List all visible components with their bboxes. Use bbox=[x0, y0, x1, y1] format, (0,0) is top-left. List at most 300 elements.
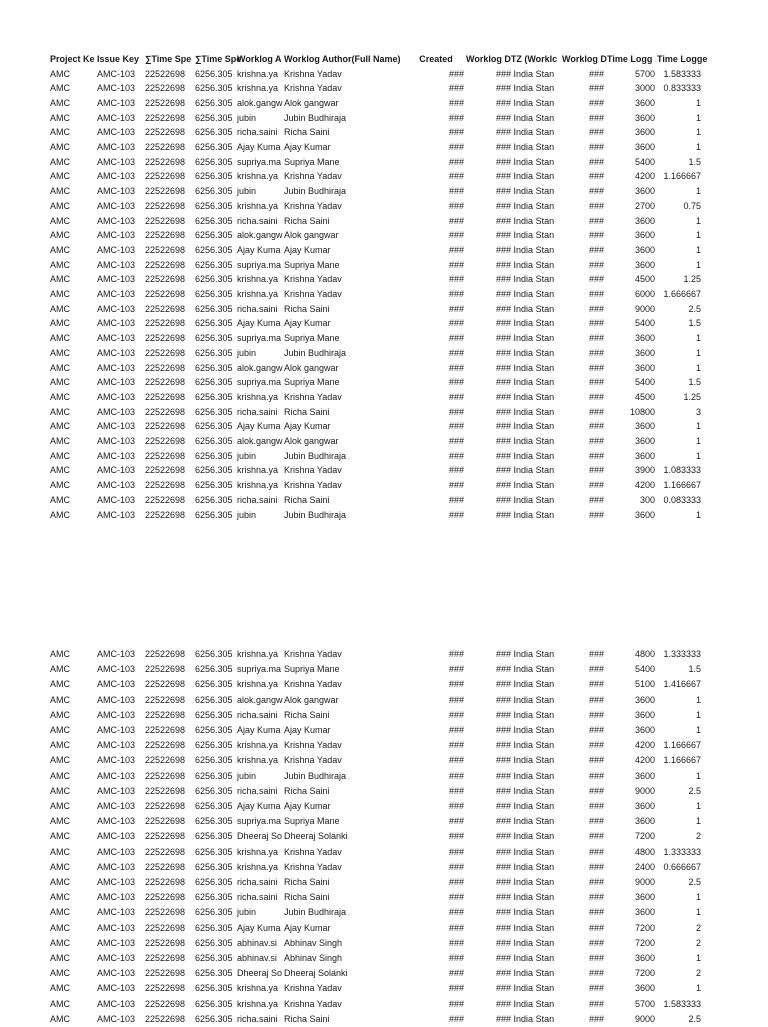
cell-author-full-name: Krishna Yadav bbox=[284, 846, 342, 857]
table-row bbox=[0, 155, 768, 170]
cell-worklog-dtz bbox=[466, 125, 562, 140]
cell-worklog-dtz-date: ### bbox=[496, 333, 512, 344]
cell-time-logged-seconds: 3600 bbox=[634, 230, 655, 241]
cell-worklog-author: jubin bbox=[237, 450, 257, 461]
cell-worklog-author: krishna.ya bbox=[237, 200, 279, 211]
cell-author-full-name: Supriya Mane bbox=[284, 664, 340, 675]
cell-project-key: AMC bbox=[50, 998, 70, 1009]
cell-worklog-dtz-zone: India Stan bbox=[513, 244, 555, 255]
cell-worklog-dtz-date: ### bbox=[496, 740, 512, 751]
cell-author-full-name: Jubin Budhiraja bbox=[284, 770, 347, 781]
cell-worklog-date: ### bbox=[588, 244, 604, 255]
cell-time-logged-seconds: 9000 bbox=[634, 877, 655, 887]
cell-issue-key: AMC-103 bbox=[97, 68, 136, 79]
cell-time-spent-1: 22522698 bbox=[145, 983, 186, 994]
cell-worklog-date: ### bbox=[588, 679, 604, 690]
cell-created: ### bbox=[448, 755, 464, 766]
cell-created: ### bbox=[448, 709, 464, 720]
cell-worklog-dtz-zone: India Stan bbox=[513, 156, 555, 167]
cell-time-spent-2: 6256.305 bbox=[195, 998, 233, 1009]
cell-time-logged-seconds: 7200 bbox=[634, 831, 655, 842]
cell-worklog-dtz bbox=[466, 96, 562, 111]
cell-worklog-date: ### bbox=[588, 200, 604, 211]
cell-created: ### bbox=[448, 406, 464, 417]
table-row bbox=[0, 723, 768, 738]
cell-time-logged-hours: 1 bbox=[695, 725, 701, 735]
cell-created: ### bbox=[448, 142, 464, 152]
cell-time-logged-hours: 1.5 bbox=[688, 156, 701, 167]
table-row bbox=[0, 708, 768, 723]
cell-issue-key: AMC-103 bbox=[97, 303, 136, 314]
cell-worklog-date: ### bbox=[588, 171, 604, 182]
cell-worklog-dtz bbox=[466, 738, 562, 753]
cell-time-logged-hours: 1 bbox=[695, 186, 701, 197]
cell-created: ### bbox=[448, 509, 464, 520]
cell-time-logged-hours: 1.333333 bbox=[663, 649, 701, 659]
cell-project-key: AMC bbox=[50, 831, 70, 842]
cell-worklog-author: richa.saini bbox=[237, 494, 278, 505]
cell-worklog-dtz bbox=[466, 169, 562, 184]
cell-time-spent-2: 6256.305 bbox=[195, 450, 233, 461]
cell-worklog-author: krishna.ya bbox=[237, 846, 279, 857]
cell-time-logged-hours: 0.083333 bbox=[663, 494, 701, 505]
cell-project-key: AMC bbox=[50, 709, 70, 720]
cell-worklog-date: ### bbox=[588, 391, 604, 402]
cell-time-spent-1: 22522698 bbox=[145, 186, 186, 197]
header-row bbox=[0, 52, 768, 67]
cell-author-full-name: Supriya Mane bbox=[284, 816, 340, 827]
cell-worklog-dtz-date: ### bbox=[496, 303, 512, 314]
cell-worklog-date: ### bbox=[588, 347, 604, 358]
cell-worklog-author: abhinav.si bbox=[237, 953, 277, 963]
cell-worklog-dtz bbox=[466, 647, 562, 662]
cell-worklog-dtz-zone: India Stan bbox=[513, 740, 555, 751]
cell-issue-key: AMC-103 bbox=[97, 725, 136, 735]
cell-worklog-dtz bbox=[466, 272, 562, 287]
cell-worklog-dtz-zone: India Stan bbox=[513, 953, 555, 963]
cell-time-spent-2: 6256.305 bbox=[195, 186, 233, 197]
cell-time-logged-hours: 2 bbox=[695, 831, 701, 842]
cell-time-spent-1: 22522698 bbox=[145, 244, 186, 255]
cell-worklog-dtz-zone: India Stan bbox=[513, 907, 555, 918]
cell-time-spent-2: 6256.305 bbox=[195, 983, 233, 994]
cell-worklog-date: ### bbox=[588, 953, 604, 963]
cell-worklog-dtz-zone: India Stan bbox=[513, 877, 555, 887]
cell-worklog-dtz bbox=[466, 405, 562, 420]
cell-worklog-dtz bbox=[466, 434, 562, 449]
cell-worklog-author: krishna.ya bbox=[237, 83, 279, 94]
cell-time-spent-1: 22522698 bbox=[145, 922, 186, 933]
table-row bbox=[0, 463, 768, 478]
cell-time-logged-hours: 1 bbox=[695, 259, 701, 270]
cell-worklog-dtz-zone: India Stan bbox=[513, 83, 555, 94]
cell-time-spent-2: 6256.305 bbox=[195, 922, 233, 933]
cell-worklog-date: ### bbox=[588, 480, 604, 491]
cell-worklog-dtz bbox=[466, 890, 562, 905]
cell-worklog-dtz-zone: India Stan bbox=[513, 649, 555, 659]
cell-time-spent-2: 6256.305 bbox=[195, 785, 233, 796]
cell-time-logged-hours: 2.5 bbox=[688, 1013, 701, 1024]
cell-project-key: AMC bbox=[50, 362, 70, 373]
cell-time-spent-1: 22522698 bbox=[145, 347, 186, 358]
cell-worklog-dtz-date: ### bbox=[496, 450, 512, 461]
cell-worklog-dtz-date: ### bbox=[496, 289, 512, 299]
cell-project-key: AMC bbox=[50, 318, 70, 329]
cell-worklog-author: jubin bbox=[237, 112, 257, 123]
cell-issue-key: AMC-103 bbox=[97, 127, 136, 138]
cell-worklog-date: ### bbox=[588, 846, 604, 857]
cell-time-spent-1: 22522698 bbox=[145, 801, 186, 811]
cell-time-spent-1: 22522698 bbox=[145, 953, 186, 963]
cell-time-logged-hours: 1 bbox=[695, 953, 701, 963]
cell-time-spent-1: 22522698 bbox=[145, 465, 186, 476]
cell-time-spent-1: 22522698 bbox=[145, 937, 186, 948]
table-row bbox=[0, 769, 768, 784]
cell-project-key: AMC bbox=[50, 127, 70, 138]
cell-time-spent-2: 6256.305 bbox=[195, 709, 233, 720]
cell-created: ### bbox=[448, 679, 464, 690]
cell-time-logged-seconds: 4800 bbox=[634, 846, 655, 857]
cell-worklog-date: ### bbox=[588, 333, 604, 344]
cell-author-full-name: Richa Saini bbox=[284, 709, 330, 720]
cell-issue-key: AMC-103 bbox=[97, 333, 136, 344]
cell-time-logged-hours: 1.583333 bbox=[663, 68, 701, 79]
cell-issue-key: AMC-103 bbox=[97, 770, 136, 781]
cell-worklog-dtz-zone: India Stan bbox=[513, 391, 555, 402]
cell-time-spent-2: 6256.305 bbox=[195, 127, 233, 138]
cell-issue-key: AMC-103 bbox=[97, 755, 136, 766]
cell-time-spent-2: 6256.305 bbox=[195, 303, 233, 314]
cell-created: ### bbox=[448, 318, 464, 329]
cell-time-logged-hours: 1.25 bbox=[683, 391, 701, 402]
header-project-key: Project Ke bbox=[50, 54, 95, 64]
cell-time-logged-hours: 1.416667 bbox=[663, 679, 701, 690]
cell-project-key: AMC bbox=[50, 171, 70, 182]
cell-time-logged-seconds: 5400 bbox=[634, 318, 655, 329]
cell-worklog-author: jubin bbox=[237, 347, 257, 358]
cell-issue-key: AMC-103 bbox=[97, 274, 136, 285]
cell-worklog-dtz-date: ### bbox=[496, 922, 512, 933]
cell-created: ### bbox=[448, 968, 464, 979]
cell-worklog-dtz-zone: India Stan bbox=[513, 922, 555, 933]
cell-worklog-dtz-zone: India Stan bbox=[513, 785, 555, 796]
cell-time-spent-1: 22522698 bbox=[145, 770, 186, 781]
cell-worklog-dtz bbox=[466, 258, 562, 273]
cell-worklog-author: supriya.ma bbox=[237, 333, 282, 344]
table-row bbox=[0, 875, 768, 890]
cell-time-spent-2: 6256.305 bbox=[195, 289, 233, 299]
cell-time-logged-hours: 1 bbox=[695, 694, 701, 705]
cell-time-spent-2: 6256.305 bbox=[195, 509, 233, 520]
cell-time-spent-1: 22522698 bbox=[145, 450, 186, 461]
cell-author-full-name: Krishna Yadav bbox=[284, 465, 342, 476]
header-created: Created bbox=[419, 54, 453, 64]
cell-created: ### bbox=[448, 664, 464, 675]
cell-worklog-dtz-date: ### bbox=[496, 755, 512, 766]
cell-worklog-dtz-date: ### bbox=[496, 785, 512, 796]
cell-time-spent-2: 6256.305 bbox=[195, 362, 233, 373]
cell-worklog-dtz-zone: India Stan bbox=[513, 377, 555, 388]
cell-project-key: AMC bbox=[50, 740, 70, 751]
table-row bbox=[0, 375, 768, 390]
table-row bbox=[0, 419, 768, 434]
cell-created: ### bbox=[448, 112, 464, 123]
cell-time-spent-2: 6256.305 bbox=[195, 907, 233, 918]
cell-time-logged-seconds: 5400 bbox=[634, 664, 655, 675]
cell-worklog-author: jubin bbox=[237, 770, 257, 781]
cell-time-spent-2: 6256.305 bbox=[195, 274, 233, 285]
cell-time-logged-hours: 2 bbox=[695, 922, 701, 933]
cell-issue-key: AMC-103 bbox=[97, 259, 136, 270]
cell-project-key: AMC bbox=[50, 725, 70, 735]
cell-worklog-author: krishna.ya bbox=[237, 679, 279, 690]
cell-time-spent-1: 22522698 bbox=[145, 112, 186, 123]
cell-worklog-dtz-date: ### bbox=[496, 801, 512, 811]
cell-created: ### bbox=[448, 816, 464, 827]
cell-worklog-dtz bbox=[466, 302, 562, 317]
cell-time-logged-seconds: 9000 bbox=[634, 1013, 655, 1024]
cell-worklog-dtz bbox=[466, 951, 562, 966]
cell-worklog-dtz bbox=[466, 829, 562, 844]
cell-time-spent-1: 22522698 bbox=[145, 259, 186, 270]
table-row bbox=[0, 784, 768, 799]
cell-project-key: AMC bbox=[50, 937, 70, 948]
cell-worklog-date: ### bbox=[588, 892, 604, 903]
cell-worklog-dtz bbox=[466, 508, 562, 523]
cell-project-key: AMC bbox=[50, 377, 70, 388]
cell-author-full-name: Ajay Kumar bbox=[284, 244, 331, 255]
cell-time-spent-2: 6256.305 bbox=[195, 171, 233, 182]
cell-time-logged-seconds: 10800 bbox=[629, 406, 655, 417]
cell-time-spent-2: 6256.305 bbox=[195, 347, 233, 358]
cell-time-spent-2: 6256.305 bbox=[195, 649, 233, 659]
cell-time-spent-1: 22522698 bbox=[145, 509, 186, 520]
cell-worklog-author: abhinav.si bbox=[237, 937, 277, 948]
cell-time-spent-2: 6256.305 bbox=[195, 465, 233, 476]
cell-worklog-dtz-zone: India Stan bbox=[513, 259, 555, 270]
cell-author-full-name: Ajay Kumar bbox=[284, 421, 331, 432]
cell-time-spent-2: 6256.305 bbox=[195, 142, 233, 152]
cell-project-key: AMC bbox=[50, 846, 70, 857]
cell-time-logged-seconds: 5700 bbox=[634, 998, 655, 1009]
cell-created: ### bbox=[448, 347, 464, 358]
cell-worklog-dtz-date: ### bbox=[496, 377, 512, 388]
cell-worklog-date: ### bbox=[588, 142, 604, 152]
cell-project-key: AMC bbox=[50, 333, 70, 344]
cell-time-logged-hours: 1.166667 bbox=[663, 171, 701, 182]
cell-time-logged-seconds: 5100 bbox=[634, 679, 655, 690]
cell-worklog-author: krishna.ya bbox=[237, 68, 279, 79]
cell-worklog-dtz bbox=[466, 814, 562, 829]
cell-time-spent-2: 6256.305 bbox=[195, 968, 233, 979]
cell-worklog-author: jubin bbox=[237, 907, 257, 918]
cell-time-spent-1: 22522698 bbox=[145, 877, 186, 887]
cell-worklog-dtz bbox=[466, 784, 562, 799]
table-row bbox=[0, 96, 768, 111]
cell-worklog-dtz-date: ### bbox=[496, 907, 512, 918]
table-row bbox=[0, 845, 768, 860]
cell-time-spent-1: 22522698 bbox=[145, 679, 186, 690]
table-row bbox=[0, 405, 768, 420]
cell-worklog-dtz-zone: India Stan bbox=[513, 664, 555, 675]
table-row bbox=[0, 125, 768, 140]
cell-author-full-name: Krishna Yadav bbox=[284, 480, 342, 491]
cell-worklog-dtz-zone: India Stan bbox=[513, 142, 555, 152]
cell-worklog-date: ### bbox=[588, 725, 604, 735]
cell-worklog-author: richa.saini bbox=[237, 709, 278, 720]
cell-time-logged-seconds: 3600 bbox=[634, 983, 655, 994]
cell-worklog-date: ### bbox=[588, 770, 604, 781]
cell-time-logged-hours: 1.166667 bbox=[663, 740, 701, 751]
cell-time-spent-1: 22522698 bbox=[145, 333, 186, 344]
cell-project-key: AMC bbox=[50, 509, 70, 520]
cell-author-full-name: Krishna Yadav bbox=[284, 755, 342, 766]
cell-issue-key: AMC-103 bbox=[97, 649, 136, 659]
cell-issue-key: AMC-103 bbox=[97, 186, 136, 197]
cell-time-logged-seconds: 4800 bbox=[634, 649, 655, 659]
cell-issue-key: AMC-103 bbox=[97, 801, 136, 811]
cell-worklog-dtz-date: ### bbox=[496, 664, 512, 675]
cell-time-spent-2: 6256.305 bbox=[195, 97, 233, 108]
cell-worklog-author: krishna.ya bbox=[237, 649, 279, 659]
cell-project-key: AMC bbox=[50, 421, 70, 432]
cell-worklog-dtz-date: ### bbox=[496, 694, 512, 705]
cell-issue-key: AMC-103 bbox=[97, 215, 136, 226]
cell-issue-key: AMC-103 bbox=[97, 377, 136, 388]
cell-time-logged-seconds: 7200 bbox=[634, 922, 655, 933]
cell-worklog-dtz bbox=[466, 708, 562, 723]
cell-time-spent-2: 6256.305 bbox=[195, 333, 233, 344]
cell-worklog-dtz-zone: India Stan bbox=[513, 861, 555, 872]
cell-created: ### bbox=[448, 983, 464, 994]
cell-time-spent-2: 6256.305 bbox=[195, 740, 233, 751]
table-row bbox=[0, 493, 768, 508]
cell-worklog-dtz-date: ### bbox=[496, 861, 512, 872]
cell-created: ### bbox=[448, 127, 464, 138]
cell-worklog-date: ### bbox=[588, 998, 604, 1009]
cell-worklog-dtz-date: ### bbox=[496, 186, 512, 197]
table-row bbox=[0, 272, 768, 287]
cell-worklog-dtz bbox=[466, 799, 562, 814]
cell-worklog-author: jubin bbox=[237, 509, 257, 520]
table-row bbox=[0, 346, 768, 361]
cell-worklog-dtz-zone: India Stan bbox=[513, 333, 555, 344]
cell-worklog-author: richa.saini bbox=[237, 877, 278, 887]
cell-issue-key: AMC-103 bbox=[97, 983, 136, 994]
cell-created: ### bbox=[448, 200, 464, 211]
cell-time-spent-1: 22522698 bbox=[145, 406, 186, 417]
cell-worklog-dtz-zone: India Stan bbox=[513, 770, 555, 781]
cell-time-spent-2: 6256.305 bbox=[195, 436, 233, 446]
cell-worklog-dtz-date: ### bbox=[496, 244, 512, 255]
cell-time-spent-2: 6256.305 bbox=[195, 68, 233, 79]
cell-worklog-dtz-zone: India Stan bbox=[513, 215, 555, 226]
cell-worklog-date: ### bbox=[588, 230, 604, 241]
cell-created: ### bbox=[448, 186, 464, 197]
cell-worklog-author: alok.gangw bbox=[237, 436, 283, 446]
cell-time-logged-seconds: 9000 bbox=[634, 785, 655, 796]
cell-issue-key: AMC-103 bbox=[97, 230, 136, 241]
cell-worklog-dtz-date: ### bbox=[496, 156, 512, 167]
cell-worklog-author: supriya.ma bbox=[237, 664, 282, 675]
cell-worklog-dtz bbox=[466, 81, 562, 96]
cell-project-key: AMC bbox=[50, 68, 70, 79]
cell-time-logged-seconds: 3600 bbox=[634, 953, 655, 963]
cell-time-spent-2: 6256.305 bbox=[195, 664, 233, 675]
cell-project-key: AMC bbox=[50, 391, 70, 402]
cell-issue-key: AMC-103 bbox=[97, 877, 136, 887]
cell-project-key: AMC bbox=[50, 664, 70, 675]
cell-time-spent-1: 22522698 bbox=[145, 200, 186, 211]
cell-worklog-author: Dheeraj So bbox=[237, 831, 283, 842]
cell-project-key: AMC bbox=[50, 968, 70, 979]
cell-worklog-dtz-date: ### bbox=[496, 127, 512, 138]
cell-time-spent-1: 22522698 bbox=[145, 274, 186, 285]
cell-worklog-dtz-date: ### bbox=[496, 97, 512, 108]
cell-time-spent-2: 6256.305 bbox=[195, 391, 233, 402]
cell-time-logged-hours: 1 bbox=[695, 709, 701, 720]
cell-worklog-dtz-zone: India Stan bbox=[513, 318, 555, 329]
header-time-spent-1: ∑Time Spe bbox=[145, 54, 192, 64]
cell-worklog-dtz-zone: India Stan bbox=[513, 480, 555, 491]
cell-time-spent-1: 22522698 bbox=[145, 391, 186, 402]
cell-worklog-dtz-zone: India Stan bbox=[513, 801, 555, 811]
cell-worklog-date: ### bbox=[588, 68, 604, 79]
cell-author-full-name: Krishna Yadav bbox=[284, 274, 342, 285]
cell-worklog-author: Ajay Kuma bbox=[237, 421, 281, 432]
cell-created: ### bbox=[448, 770, 464, 781]
cell-time-logged-seconds: 2700 bbox=[634, 200, 655, 211]
cell-issue-key: AMC-103 bbox=[97, 289, 136, 299]
cell-worklog-date: ### bbox=[588, 318, 604, 329]
cell-project-key: AMC bbox=[50, 347, 70, 358]
cell-worklog-dtz bbox=[466, 493, 562, 508]
cell-worklog-date: ### bbox=[588, 664, 604, 675]
cell-time-logged-hours: 1 bbox=[695, 450, 701, 461]
cell-author-full-name: Richa Saini bbox=[284, 127, 330, 138]
cell-worklog-dtz bbox=[466, 463, 562, 478]
cell-issue-key: AMC-103 bbox=[97, 391, 136, 402]
cell-created: ### bbox=[448, 156, 464, 167]
cell-time-logged-hours: 0.833333 bbox=[663, 83, 701, 94]
table-row bbox=[0, 214, 768, 229]
cell-time-logged-seconds: 4200 bbox=[634, 755, 655, 766]
cell-worklog-dtz-date: ### bbox=[496, 230, 512, 241]
cell-author-full-name: Supriya Mane bbox=[284, 333, 340, 344]
cell-worklog-date: ### bbox=[588, 1013, 604, 1024]
cell-project-key: AMC bbox=[50, 97, 70, 108]
cell-worklog-author: richa.saini bbox=[237, 127, 278, 138]
cell-worklog-dtz-date: ### bbox=[496, 200, 512, 211]
cell-worklog-dtz-zone: India Stan bbox=[513, 200, 555, 211]
cell-time-spent-1: 22522698 bbox=[145, 377, 186, 388]
cell-issue-key: AMC-103 bbox=[97, 347, 136, 358]
table-row bbox=[0, 890, 768, 905]
cell-worklog-date: ### bbox=[588, 937, 604, 948]
cell-time-logged-seconds: 4500 bbox=[634, 274, 655, 285]
cell-project-key: AMC bbox=[50, 983, 70, 994]
cell-time-logged-seconds: 3600 bbox=[634, 347, 655, 358]
cell-worklog-author: Ajay Kuma bbox=[237, 244, 281, 255]
cell-created: ### bbox=[448, 494, 464, 505]
cell-worklog-date: ### bbox=[588, 983, 604, 994]
cell-time-logged-seconds: 3600 bbox=[634, 725, 655, 735]
cell-author-full-name: Jubin Budhiraja bbox=[284, 509, 347, 520]
cell-worklog-dtz-date: ### bbox=[496, 509, 512, 520]
cell-author-full-name: Jubin Budhiraja bbox=[284, 186, 347, 197]
cell-worklog-date: ### bbox=[588, 377, 604, 388]
cell-author-full-name: Krishna Yadav bbox=[284, 83, 342, 94]
